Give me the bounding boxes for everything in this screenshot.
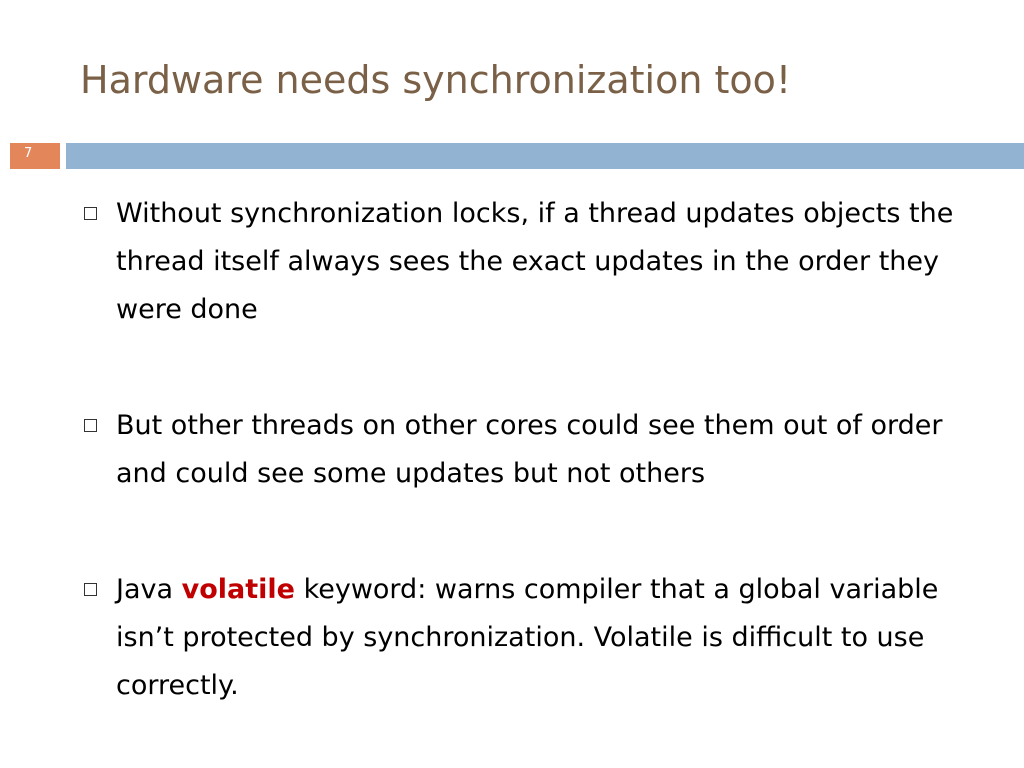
header-rule — [0, 143, 1024, 169]
keyword-volatile: volatile — [181, 574, 295, 605]
square-bullet-icon — [84, 583, 97, 596]
bullet-text-suffix: keyword: warns compiler that a global variable isn’t protected by synchronization. Volatile is difficult to use correctly. — [116, 574, 939, 701]
bullet-text: Without synchronization locks, if a thread updates objects the thread itself always sees the exact updates in the order they were done — [116, 198, 954, 325]
page-number: 7 — [10, 143, 60, 169]
bullet-text: But other threads on other cores could see them out of order and could see some updates but not others — [116, 410, 943, 489]
bullet-item — [76, 402, 976, 498]
header-bar — [66, 143, 1024, 169]
bullet-item — [76, 190, 976, 334]
bullet-list — [76, 190, 976, 710]
slide-title: Hardware needs synchronization too! — [80, 58, 792, 102]
square-bullet-icon — [84, 419, 97, 432]
bullet-text-prefix: Java — [116, 574, 182, 605]
square-bullet-icon — [84, 207, 97, 220]
bullet-item — [76, 566, 976, 710]
